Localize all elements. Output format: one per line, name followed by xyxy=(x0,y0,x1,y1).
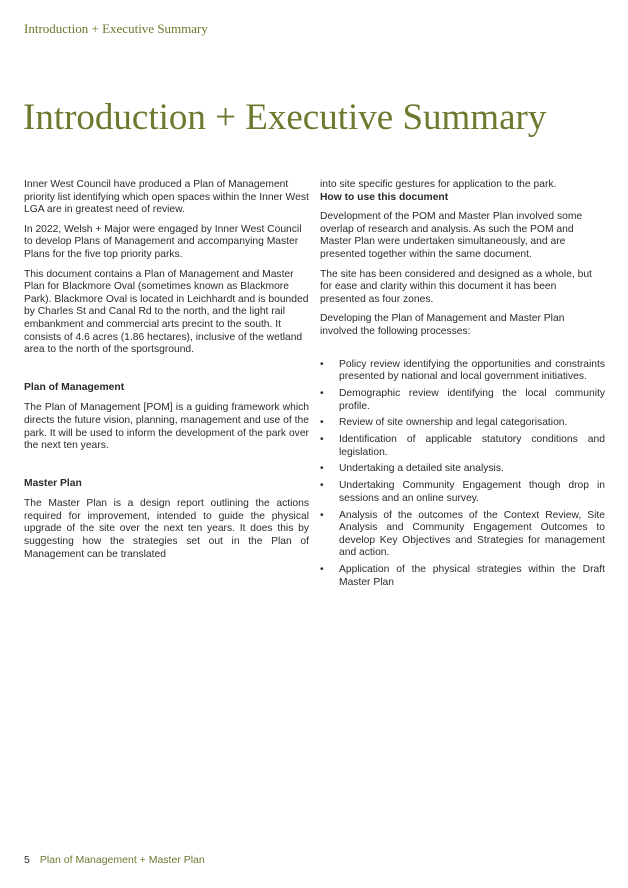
bullet-icon: • xyxy=(320,564,324,576)
how-to-use-heading: How to use this document xyxy=(320,191,449,203)
list-item: • Identification of applicable statutory conditions and legislation. xyxy=(320,434,605,458)
list-item: • Analysis of the outcomes of the Context Review, Site Analysis and Community Engagement Outcomes to develop Key Objectives and Strategies for management and action. xyxy=(320,509,605,559)
processes-list xyxy=(320,359,605,590)
list-item: • Demographic review identifying the local community profile. xyxy=(320,387,605,412)
master-plan-heading: Master Plan xyxy=(24,477,82,489)
intro-paragraph: This document contains a Plan of Management and Master Plan for Blackmore Oval (sometimes known as Blackmore Park). Blackmore Oval is located in Leichhardt and is bounded by Charles St and Canal Rd to the north, and the light rail embankment and commercial arts precint to the south. It consists of 4.6 acres (1.86 hectares), inclusive of the wetland area to the north of the sportsground. xyxy=(24,268,309,356)
bullet-icon: • xyxy=(320,387,324,399)
footer-document-title: Plan of Management + Master Plan xyxy=(39,854,205,866)
intro-paragraph: In 2022, Welsh + Major were engaged by Inner West Council to develop Plans of Management and accompanying Master Plans for the five top priority parks. xyxy=(24,223,302,260)
list-item: • Policy review identifying the opportunities and constraints presented by national and local government initiatives. xyxy=(320,358,605,383)
page-title: Introduction + Executive Summary xyxy=(23,97,547,138)
plan-of-management-body: The Plan of Management [POM] is a guiding framework which directs the future vision, planning, management and use of the park. It will be used to inform the development of the park over the next ten years. xyxy=(24,402,309,452)
bullet-icon: • xyxy=(320,358,324,370)
continuation-text: into site specific gestures for application to the park. xyxy=(320,179,557,190)
intro-paragraph: Inner West Council have produced a Plan of Management priority list identifying which open spaces within the Inner West LGA are in greatest need of review. xyxy=(24,179,309,216)
body-paragraph: Developing the Plan of Management and Master Plan involved the following processes: xyxy=(320,313,565,337)
master-plan-body: The Master Plan is a design report outlining the actions required for improvement, intended to guide the physical upgrade of the site over the next ten years. It does this by suggesting how the strategies set out in the Plan of Management can be translated xyxy=(24,498,309,560)
plan-of-management-heading: Plan of Management xyxy=(24,381,125,393)
running-header: Introduction + Executive Summary xyxy=(24,21,208,36)
bullet-icon: • xyxy=(320,417,324,429)
list-item: • Review of site ownership and legal categorisation. xyxy=(320,417,568,429)
left-column xyxy=(24,179,309,568)
bullet-icon: • xyxy=(320,463,324,475)
body-paragraph: The site has been considered and designed as a whole, but for ease and clarity within this document it has been presented as four zones. xyxy=(320,268,592,305)
list-item: • Undertaking Community Engagement though drop in sessions and an online survey. xyxy=(320,480,605,504)
list-item: • Application of the physical strategies within the Draft Master Plan xyxy=(320,564,605,588)
right-column xyxy=(320,179,605,594)
bullet-icon: • xyxy=(320,480,324,492)
list-item: • Undertaking a detailed site analysis. xyxy=(320,463,504,475)
page-footer xyxy=(24,854,205,866)
bullet-icon: • xyxy=(320,434,324,446)
bullet-icon: • xyxy=(320,509,324,521)
page-number: 5 xyxy=(24,854,30,866)
body-paragraph: Development of the POM and Master Plan involved some overlap of research and analysis. As such the POM and Master Plan were undertaken simultaneously, and are presented together within the same document. xyxy=(320,211,583,260)
